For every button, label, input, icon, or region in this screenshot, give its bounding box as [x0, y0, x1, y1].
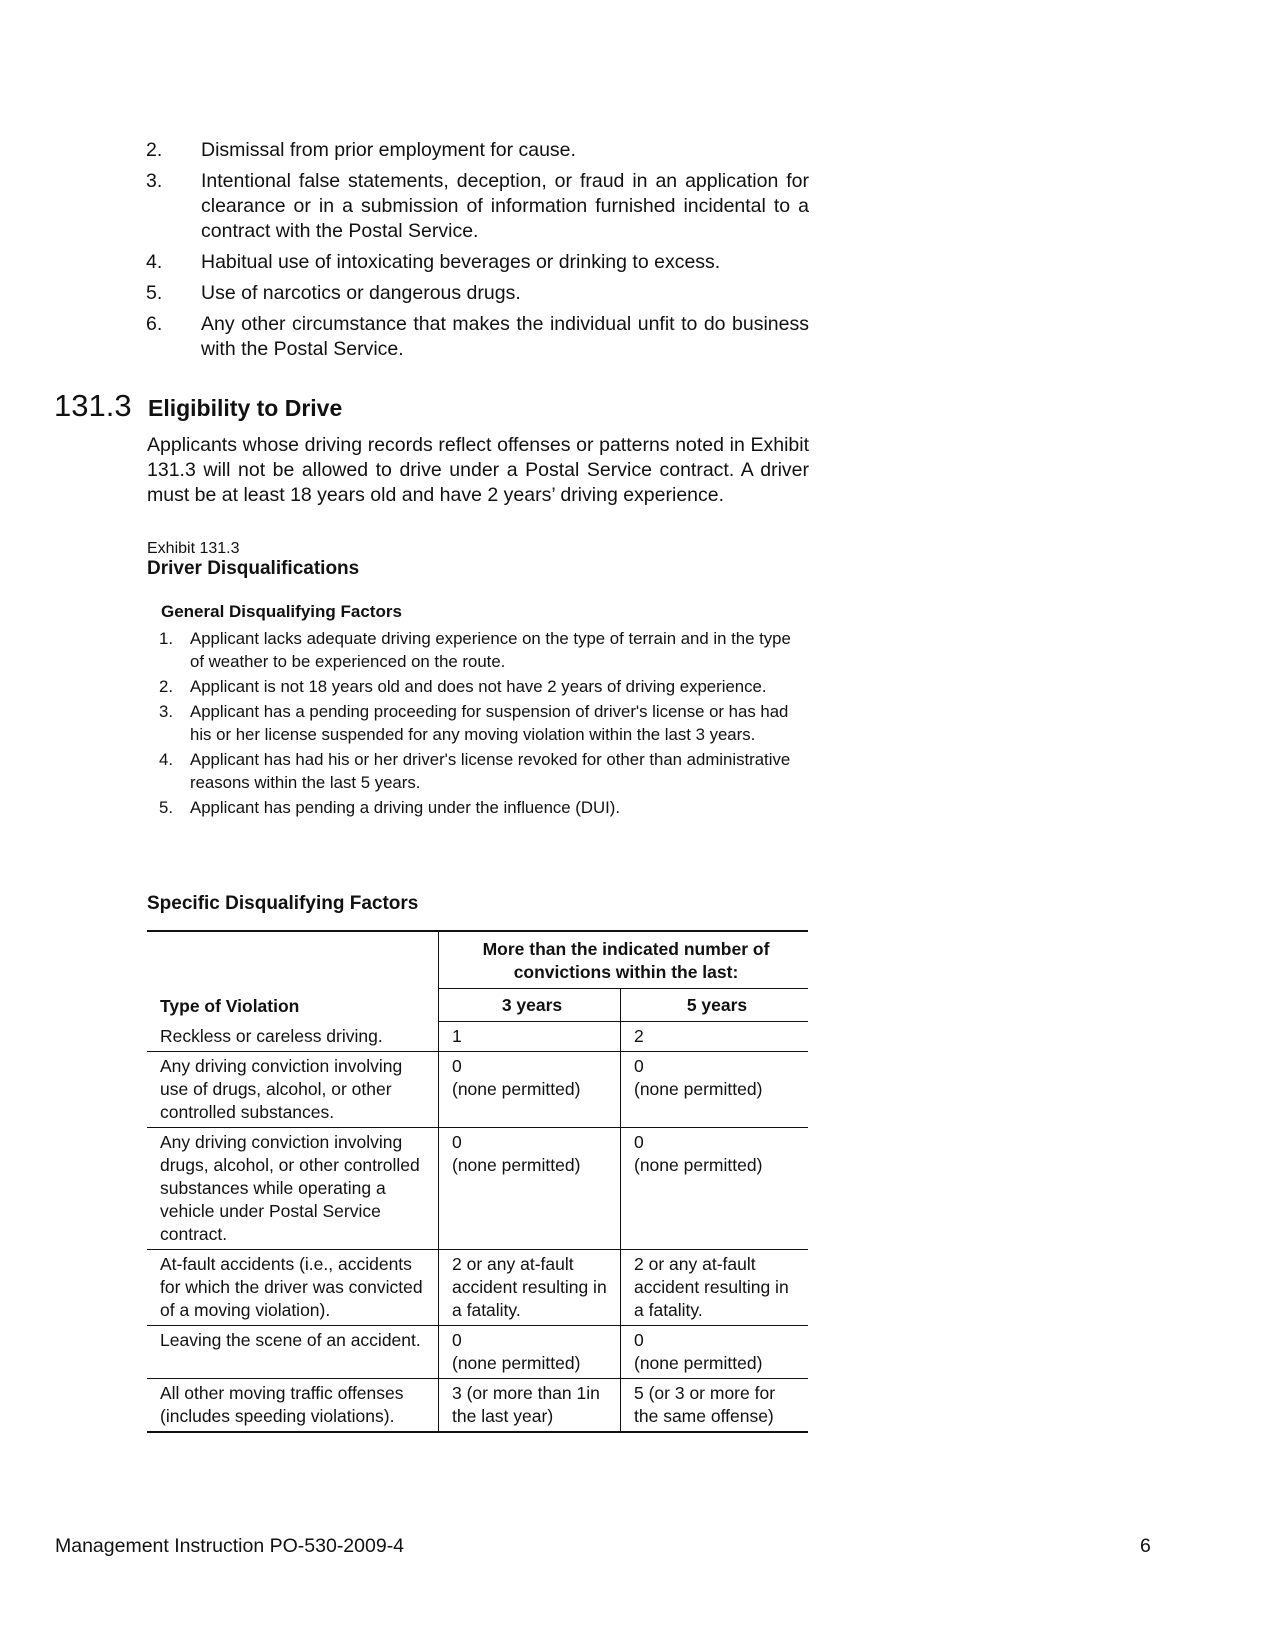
list-item-text: Applicant lacks adequate driving experience on the type of terrain and in the type of weather to be experienced on the route. — [190, 629, 791, 671]
table-row — [147, 1022, 808, 1052]
cell-violation-type: Reckless or careless driving. — [147, 1022, 439, 1052]
list-item — [159, 627, 809, 673]
table-header-row — [147, 931, 808, 989]
exhibit-label: Exhibit 131.3 — [147, 540, 240, 557]
list-item-number: 1. — [159, 629, 173, 648]
table-row — [147, 1250, 808, 1326]
cell-3-years: 0 (none permitted) — [439, 1128, 621, 1250]
list-item-text: Applicant is not 18 years old and does not have 2 years of driving experience. — [190, 677, 767, 696]
top-numbered-list — [146, 138, 809, 368]
footer-page-number: 6 — [1140, 1535, 1151, 1557]
column-group-header: More than the indicated number of convictions within the last: — [439, 931, 809, 989]
table-row — [147, 1379, 808, 1433]
list-item-number: 3. — [159, 702, 173, 721]
list-item-text: Applicant has pending a driving under the influence (DUI). — [190, 798, 621, 817]
list-item-text: Dismissal from prior employment for cause. — [201, 139, 576, 161]
cell-3-years: 0 (none permitted) — [439, 1326, 621, 1379]
list-item-number: 2. — [146, 139, 163, 161]
list-item-text: Applicant has had his or her driver's license revoked for other than administrative reasons within the last 5 years. — [190, 750, 791, 792]
list-item-number: 5. — [146, 282, 163, 304]
list-item-text: Use of narcotics or dangerous drugs. — [201, 282, 521, 304]
list-item-number: 4. — [159, 750, 173, 769]
list-item — [159, 748, 809, 794]
cell-5-years: 2 or any at-fault accident resulting in a fatality. — [621, 1250, 809, 1326]
section-intro-paragraph: Applicants whose driving records reflect offenses or patterns noted in Exhibit 131.3 will not be allowed to drive under a Postal Service contract. A driver must be at least 18 years old and have 2 years’ driving experience. — [147, 434, 809, 506]
list-item — [146, 138, 809, 163]
section-heading — [54, 388, 342, 428]
list-item-text: Intentional false statements, deception, or fraud in an application for clearance or in a submission of information furnished incidental to a contract with the Postal Service. — [201, 170, 809, 242]
list-item-text: Applicant has a pending proceeding for suspension of driver's license or has had his or her license suspended for any moving violation within the last 3 years. — [190, 702, 789, 744]
list-item-number: 3. — [146, 170, 163, 192]
cell-5-years: 0 (none permitted) — [621, 1052, 809, 1128]
cell-violation-type: Any driving conviction involving drugs, alcohol, or other controlled substances while operating a vehicle under Postal Service contract. — [147, 1128, 439, 1250]
cell-5-years: 0 (none permitted) — [621, 1326, 809, 1379]
list-item — [159, 796, 809, 819]
general-factors-list — [159, 627, 809, 821]
footer-document-id: Management Instruction PO-530-2009-4 — [55, 1535, 405, 1557]
section-title: Eligibility to Drive — [148, 395, 343, 421]
cell-3-years: 2 or any at-fault accident resulting in a fatality. — [439, 1250, 621, 1326]
specific-factors-heading: Specific Disqualifying Factors — [147, 893, 419, 914]
list-item-number: 5. — [159, 798, 173, 817]
cell-violation-type: Leaving the scene of an accident. — [147, 1326, 439, 1379]
cell-violation-type: At-fault accidents (i.e., accidents for which the driver was convicted of a moving violation). — [147, 1250, 439, 1326]
section-number: 131.3 — [54, 388, 132, 423]
list-item — [146, 281, 809, 306]
cell-violation-type: Any driving conviction involving use of drugs, alcohol, or other controlled substances. — [147, 1052, 439, 1128]
cell-3-years: 1 — [439, 1022, 621, 1052]
list-item-number: 4. — [146, 251, 163, 273]
column-header-5-years: 5 years — [621, 989, 809, 1022]
list-item — [146, 312, 809, 362]
exhibit-title: Driver Disqualifications — [147, 558, 360, 579]
cell-5-years: 0 (none permitted) — [621, 1128, 809, 1250]
column-header-type: Type of Violation — [147, 931, 439, 1022]
general-factors-heading: General Disqualifying Factors — [161, 602, 402, 621]
list-item-number: 6. — [146, 313, 163, 335]
list-item — [146, 250, 809, 275]
cell-violation-type: All other moving traffic offenses (includes speeding violations). — [147, 1379, 439, 1433]
list-item-text: Habitual use of intoxicating beverages or drinking to excess. — [201, 251, 721, 273]
violations-table — [147, 930, 808, 1433]
table-row — [147, 1128, 808, 1250]
list-item-text: Any other circumstance that makes the individual unfit to do business with the Postal Service. — [201, 313, 809, 360]
table-row — [147, 1326, 808, 1379]
cell-5-years: 2 — [621, 1022, 809, 1052]
cell-5-years: 5 (or 3 or more for the same offense) — [621, 1379, 809, 1433]
cell-3-years: 0 (none permitted) — [439, 1052, 621, 1128]
list-item — [146, 169, 809, 244]
list-item — [159, 700, 809, 746]
cell-3-years: 3 (or more than 1in the last year) — [439, 1379, 621, 1433]
table-row — [147, 1052, 808, 1128]
list-item — [159, 675, 809, 698]
column-header-3-years: 3 years — [439, 989, 621, 1022]
list-item-number: 2. — [159, 677, 173, 696]
